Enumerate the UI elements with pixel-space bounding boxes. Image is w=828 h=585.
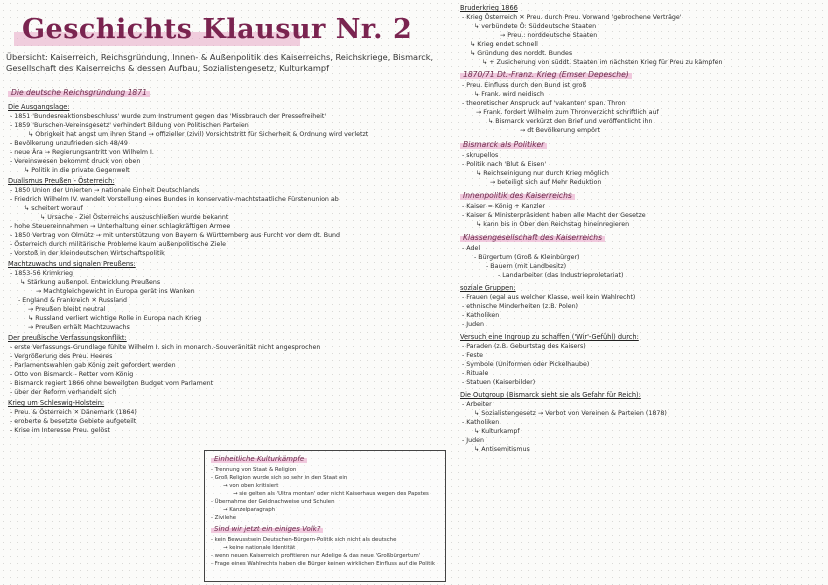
note-line: - hohe Steuereinnahmen → Unterhaltung einer schlagkräftigen Armee <box>10 223 231 230</box>
page-title: Geschichts Klausur Nr. 2 <box>22 14 413 45</box>
note-line: ↳ Krieg endet schnell <box>470 41 538 48</box>
subheading-ingroup: Versuch eine Ingroup zu schaffen ('Wir'-Gefühl) durch: <box>460 333 639 341</box>
note-line: ↳ + Zusicherung von süddt. Staaten im nächsten Krieg für Preu zu kämpfen <box>482 59 723 66</box>
note-line: → Preußen bleibt neutral <box>28 306 106 313</box>
note-line: ↳ Politik in die private Gegenwelt <box>24 167 130 174</box>
note-line: → Machtgleichgewicht in Europa gerät ins Wanken <box>36 288 195 295</box>
note-line: → dt Bevölkerung empört <box>520 127 601 134</box>
note-line: ↳ Antisemitismus <box>474 446 530 453</box>
note-line: - Krieg Österreich ✕ Preu. durch Preu. Vorwand 'gebrochene Verträge' <box>462 14 682 21</box>
note-line: - 1851 'Bundesreaktionsbeschluss' wurde zum Instrument gegen das 'Missbrauch der Pressefreiheit' <box>10 113 327 120</box>
box-line: - Trennung von Staat & Religion <box>211 467 297 473</box>
note-line: ↳ Stärkung außenpol. Entwicklung Preußens <box>20 279 161 286</box>
note-line: - Rituale <box>462 370 489 377</box>
note-line: - Friedrich Wilhelm IV. wandelt Vorstellung eines Bundes in konservativ-machtstaatliche Fürstenunion ab <box>10 196 339 203</box>
note-line: - eroberte & besetzte Gebiete aufgeteilt <box>10 418 137 425</box>
note-line: ↳ verbündete Ö: Süddeutsche Staaten <box>474 23 597 30</box>
subheading-ausgangslage: Die Ausgangslage: <box>8 103 70 111</box>
subheading-soziale-gruppen: soziale Gruppen: <box>460 284 516 292</box>
box-line: → von oben kritisiert <box>223 483 279 489</box>
subheading-dualismus: Dualismus Preußen - Österreich: <box>8 177 115 185</box>
note-line: - Arbeiter <box>462 401 492 408</box>
overview-text: Übersicht: Kaiserreich, Reichsgründung, Innen- & Außenpolitik des Kaiserreichs, Reichskriege, Bismarck, Gesellschaft des Kaiserreichs & dessen Aufbau, Sozialistengesetz, Kulturkampf <box>6 52 434 73</box>
subheading-machtzuwachs: Machtzuwachs und signalen Preußens: <box>8 260 136 268</box>
note-line: → Frank. fordert Wilhelm zum Thronverzicht schriftlich auf <box>476 109 659 116</box>
note-line: - Preu. Einfluss durch den Bund ist groß <box>462 82 587 89</box>
note-line: - Katholiken <box>462 312 500 319</box>
note-line: - erste Verfassungs-Grundlage fühlte Wilhelm I. sich in monarch.-Souveränität nicht angesprochen <box>10 344 321 351</box>
note-line: ↳ kann bis in Ober den Reichstag hineinregieren <box>476 221 630 228</box>
section-deutsch-franz-krieg: 1870/71 Dt.-Franz. Krieg (Emser Depesche) <box>460 70 632 79</box>
note-line: - Otto von Bismarck - Retter vom König <box>10 371 134 378</box>
note-line: - Juden <box>462 321 484 328</box>
box-line: - Frage eines Wahlrechts haben die Bürger keinen wirklichen Einfluss auf die Politik <box>211 561 435 567</box>
subheading-bruderkrieg: Bruderkrieg 1866 <box>460 4 518 12</box>
note-line: - 1850 Vertrag von Olmütz → mit unterstützung von Bayern & Württemberg aus Furcht vor dem dt. Bund <box>10 232 341 239</box>
note-line: - Kaiser = König + Kanzler <box>462 203 545 210</box>
note-line: - skrupellos <box>462 152 499 159</box>
note-line: - Bismarck regiert 1866 ohne beweilgten Budget vom Parlament <box>10 380 214 387</box>
note-line: - Vorstoß in der kleindeutschen Wirtschaftspolitik <box>10 250 165 257</box>
note-line: - Kaiser & Ministerpräsident haben alle Macht der Gesetze <box>462 212 646 219</box>
note-line: - Vereinswesen bekommt druck von oben <box>10 158 141 165</box>
box-line: → Kanzelparagraph <box>223 507 276 513</box>
box-heading: Einheitliche Kulturkämpfe <box>211 455 307 463</box>
note-line: - Österreich durch militärische Probleme kaum außenpolitische Ziele <box>10 241 226 248</box>
box-line: → keine nationale Identität <box>223 545 296 551</box>
note-line: - Preu. & Österreich ✕ Dänemark (1864) <box>10 409 137 416</box>
section-bismarck: Bismarck als Politiker <box>460 140 547 149</box>
note-line: - Adel <box>462 245 481 252</box>
note-line: ↳ Obrigkeit hat angst um ihren Stand → offizieller (zivil) Vorsichtstritt für Sicherheit & Ordnung wird verletzt <box>28 131 369 138</box>
note-line: - Bevölkerung unzufrieden sich 48/49 <box>10 140 128 147</box>
note-line: - Politik nach 'Blut & Eisen' <box>462 161 547 168</box>
box-line: - Zivilehe <box>211 515 237 521</box>
note-line: - England & Frankreich ✕ Russland <box>18 297 128 304</box>
note-line: ↳ Sozialistengesetz → Verbot von Vereinen & Parteien (1878) <box>474 410 667 417</box>
box-line: - Groß Religion wurde sich so sehr in den Staat ein <box>211 475 348 481</box>
note-line: - über der Reform verhandelt sich <box>10 389 117 396</box>
section-reichsgruendung: Die deutsche Reichsgründung 1871 <box>8 88 150 97</box>
note-line: - Frauen (egal aus welcher Klasse, weil kein Wahlrecht) <box>462 294 636 301</box>
note-line: → Preu.: norddeutsche Staaten <box>500 32 598 39</box>
note-line: - 1850 Union der Unierten → nationale Einheit Deutschlands <box>10 187 200 194</box>
note-line: ↳ Kulturkampf <box>474 428 520 435</box>
note-line: - Vergrößerung des Preu. Heeres <box>10 353 113 360</box>
note-line: → beteiligt sich auf Mehr Reduktion <box>490 179 602 186</box>
note-line: - Bürgertum (Groß & Kleinbürger) <box>474 254 580 261</box>
note-line: → Preußen erhält Machtzuwachs <box>28 324 130 331</box>
box-line: - Übernahme der Geldnachweise und Schulen <box>211 499 335 505</box>
note-line: - Krise im Interesse Preu. gelöst <box>10 427 110 434</box>
note-line: - 1859 'Burschen-Vereinsgesetz' verhindert Bildung von Politischen Parteien <box>10 122 249 129</box>
note-line: - 1853-56 Krimkrieg <box>10 270 74 277</box>
note-line: ↳ Ursache - Ziel Österreichs auszuschließen wurde bekannt <box>40 214 229 221</box>
note-line: - Parlamentswahlen gab König zeit gefordert werden <box>10 362 176 369</box>
box-line: - wenn neuen Kaiserreich profitieren nur Adelige & das neue 'Großbürgertum' <box>211 553 421 559</box>
note-line: - Statuen (Kaiserbilder) <box>462 379 536 386</box>
note-line: ↳ Russland verliert wichtige Rolle in Europa nach Krieg <box>28 315 202 322</box>
note-line: - Symbole (Uniformen oder Pickelhaube) <box>462 361 590 368</box>
section-klassengesellschaft: Klassengesellschaft des Kaiserreichs <box>460 233 605 242</box>
box-line: - kein Bewusstsein Deutschen-Bürgern-Politik sich nicht als deutsche <box>211 537 397 543</box>
note-line: - Katholiken <box>462 419 500 426</box>
note-line: ↳ Frank. wird neidisch <box>474 91 545 98</box>
subheading-verfassungskonflikt: Der preußische Verfassungskonflikt: <box>8 334 127 342</box>
note-line: - theoretischer Anspruck auf 'vakanten' span. Thron <box>462 100 626 107</box>
box-heading: Sind wir jetzt ein einiges Volk? <box>211 525 323 533</box>
note-line: - neue Ära → Regierungsantritt von Wilhelm I. <box>10 149 154 156</box>
note-line: ↳ Reichseinigung nur durch Krieg möglich <box>476 170 609 177</box>
note-line: ↳ Gründung des norddt. Bundes <box>470 50 573 57</box>
note-line: - ethnische Minderheiten (z.B. Polen) <box>462 303 579 310</box>
note-line: - Landarbeiter (das Industrieproletariat) <box>498 272 624 279</box>
note-line: - Feste <box>462 352 484 359</box>
subheading-schleswig-holstein: Krieg um Schleswig-Holstein: <box>8 399 105 407</box>
note-line: ↳ scheitert worauf <box>24 205 83 212</box>
note-line: - Bauern (mit Landbesitz) <box>486 263 567 270</box>
note-line: - Paraden (z.B. Geburtstag des Kaisers) <box>462 343 586 350</box>
subheading-outgroup: Die Outgroup (Bismarck sieht sie als Gefahr für Reich): <box>460 391 641 399</box>
section-innenpolitik: Innenpolitik des Kaiserreichs <box>460 191 575 200</box>
kulturkampf-box <box>204 450 446 582</box>
note-line: - Juden <box>462 437 484 444</box>
box-line: → sie gelten als 'Ultra montan' oder nicht Kaiserhaus wegen des Papstes <box>233 491 429 497</box>
note-line: ↳ Bismarck verkürzt den Brief und veröffentlicht ihn <box>488 118 653 125</box>
